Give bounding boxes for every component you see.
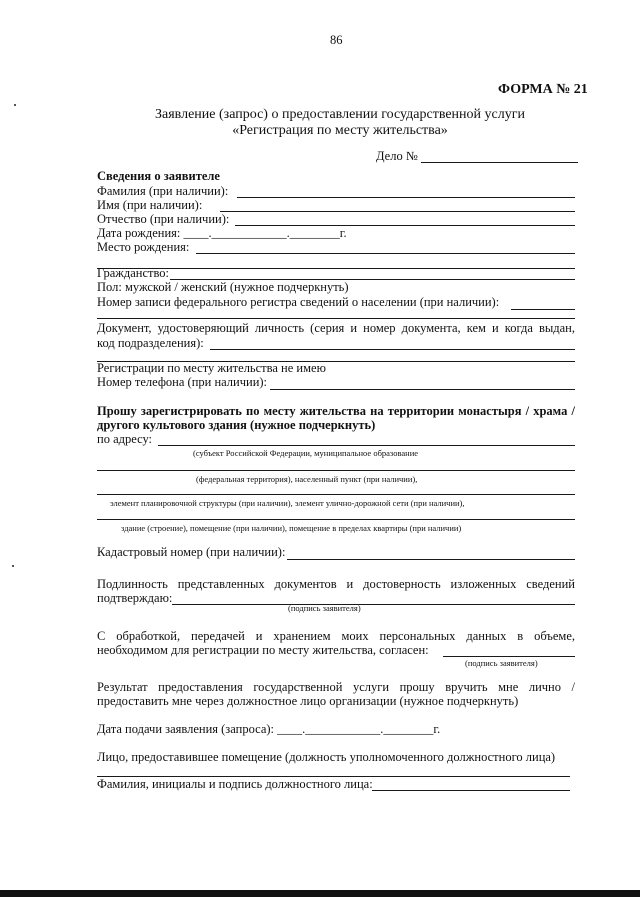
phone-line[interactable] (270, 389, 575, 390)
registry-line[interactable] (511, 309, 575, 310)
cadastral-line[interactable] (287, 559, 575, 560)
case-number-label: Дело № (376, 149, 418, 163)
authenticity-caption: (подпись заявителя) (288, 603, 361, 613)
address-line-4[interactable] (97, 519, 575, 520)
sex-label: Пол: мужской / женский (нужное подчеркнуть) (97, 280, 349, 294)
consent-signature-line[interactable] (443, 656, 575, 657)
birthplace-label: Место рождения: (97, 240, 190, 254)
submit-date-label: Дата подачи заявления (запроса): ____.____________.________г. (97, 722, 441, 736)
id-document-label-1: Документ, удостоверяющий личность (серия и номер документа, кем и когда выдан, (97, 321, 575, 335)
official-line[interactable] (372, 790, 570, 791)
request-line-1: Прошу зарегистрировать по месту жительства на территории монастыря / храма / (97, 404, 575, 418)
authenticity-line-1: Подлинность представленных документов и достоверность изложенных сведений (97, 577, 575, 591)
form-number: ФОРМА № 21 (498, 82, 588, 97)
dob-label: Дата рождения: ____.____________.________г. (97, 226, 347, 240)
name-label: Имя (при наличии): (97, 198, 203, 212)
citizenship-label: Гражданство: (97, 266, 170, 280)
request-line-2: другого культового здания (нужное подчеркнуть) (97, 418, 376, 432)
result-line-2: предоставить мне через должностное лицо организации (нужное подчеркнуть) (97, 694, 519, 708)
case-number-line[interactable] (421, 162, 578, 163)
title-line-2: «Регистрация по месту жительства» (232, 123, 448, 138)
official-label: Фамилия, инициалы и подпись должностного лица: (97, 777, 373, 791)
address-caption-2: (федеральная территория), населенный пункт (при наличии), (196, 474, 418, 484)
surname-line[interactable] (237, 197, 575, 198)
scan-speck (14, 104, 16, 106)
scan-edge-bar (0, 890, 640, 897)
result-line-1: Результат предоставления государственной услуги прошу вручить мне лично / (97, 680, 575, 694)
title-line-1: Заявление (запрос) о предоставлении государственной услуги (155, 107, 525, 122)
address-line-3[interactable] (97, 494, 575, 495)
id-document-line[interactable] (210, 349, 575, 350)
consent-line-2: необходимом для регистрации по месту жительства, согласен: (97, 643, 429, 657)
consent-line-1: С обработкой, передачей и хранением моих персональных данных в объеме, (97, 629, 575, 643)
page-number: 86 (330, 33, 343, 47)
address-caption-1: (субъект Российской Федерации, муниципальное образование (193, 448, 419, 458)
birthplace-line[interactable] (196, 253, 575, 254)
authenticity-signature-line[interactable] (172, 604, 575, 605)
registry-label: Номер записи федерального регистра сведений о населении (при наличии): (97, 295, 500, 309)
patronymic-label: Отчество (при наличии): (97, 212, 230, 226)
cadastral-label: Кадастровый номер (при наличии): (97, 545, 286, 559)
registry-line-2[interactable] (97, 318, 575, 319)
phone-label: Номер телефона (при наличии): (97, 375, 268, 389)
id-document-label-2: код подразделения): (97, 336, 204, 350)
address-caption-3: элемент планировочной структуры (при наличии), элемент улично-дорожной сети (при наличии), (110, 498, 465, 508)
scan-speck (12, 565, 14, 567)
surname-label: Фамилия (при наличии): (97, 184, 229, 198)
address-line[interactable] (158, 445, 575, 446)
authenticity-line-2: подтверждаю: (97, 591, 173, 605)
address-caption-4: здание (строение), помещение (при наличии), помещение в пределах квартиры (при наличии) (121, 523, 462, 533)
consent-caption: (подпись заявителя) (465, 658, 538, 668)
address-line-2[interactable] (97, 470, 575, 471)
applicant-heading: Сведения о заявителе (97, 169, 220, 183)
name-line[interactable] (220, 211, 575, 212)
address-label: по адресу: (97, 432, 153, 446)
no-registration-label: Регистрации по месту жительства не имею (97, 361, 326, 375)
provider-label: Лицо, предоставившее помещение (должность уполномоченного должностного лица) (97, 750, 556, 764)
